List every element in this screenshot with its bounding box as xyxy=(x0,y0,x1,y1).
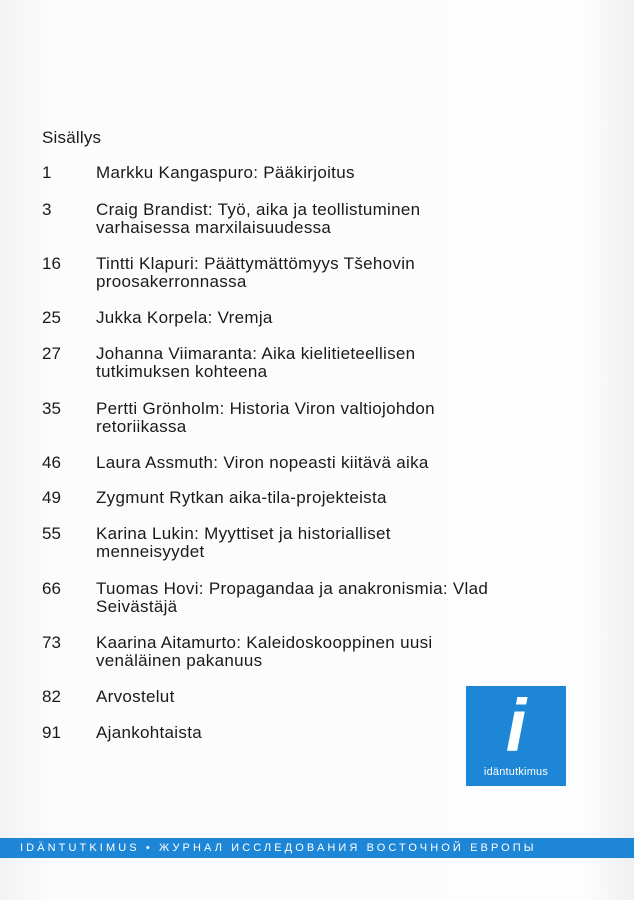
toc-title xyxy=(96,688,516,706)
toc-page-number: 16 xyxy=(42,254,61,273)
toc-title xyxy=(96,580,566,616)
toc-title xyxy=(96,255,516,291)
toc-title-line: Kaarina Aitamurto: Kaleidoskooppinen uusi xyxy=(96,633,433,652)
toc-title xyxy=(96,201,516,237)
toc-title xyxy=(96,634,516,670)
toc-title-line: Johanna Viimaranta: Aika kielitieteellisen xyxy=(96,344,416,363)
toc-title-line: Tuomas Hovi: Propagandaa ja anakronismia: Vlad xyxy=(96,579,489,598)
toc-page-number: 1 xyxy=(42,163,52,182)
toc-title xyxy=(96,309,516,327)
toc-title-line: retoriikassa xyxy=(96,417,187,436)
toc-title-line: menneisyydet xyxy=(96,542,205,561)
logo-letter-i: i xyxy=(505,684,527,767)
toc-title-line: Jukka Korpela: Vremja xyxy=(96,308,273,327)
logo-caption: idäntutkimus xyxy=(483,766,549,778)
toc-title-line: varhaisessa marxilaisuudessa xyxy=(96,218,332,237)
toc-page-number: 55 xyxy=(42,524,61,543)
toc-title-line: Zygmunt Rytkan aika-tila-projekteista xyxy=(96,488,387,507)
toc-page-number: 49 xyxy=(42,488,61,507)
toc-title-line: Laura Assmuth: Viron nopeasti kiitävä aika xyxy=(96,453,429,472)
toc-heading: Sisällys xyxy=(42,128,102,147)
toc-title xyxy=(96,489,516,507)
toc-title-line: Tintti Klapuri: Päättymättömyys Tšehovin xyxy=(96,254,416,273)
toc-title xyxy=(96,164,516,182)
toc-title xyxy=(96,525,516,561)
toc-page-number: 82 xyxy=(42,687,61,706)
toc-title xyxy=(96,345,516,381)
toc-page-number: 27 xyxy=(42,344,61,363)
toc-page-number: 25 xyxy=(42,308,61,327)
idantutkimus-logo xyxy=(466,686,566,786)
toc-title xyxy=(96,400,516,436)
toc-page-number: 73 xyxy=(42,633,61,652)
toc-title-line: tutkimuksen kohteena xyxy=(96,362,268,381)
toc-title-line: Markku Kangaspuro: Pääkirjoitus xyxy=(96,163,355,182)
toc-title-line: Pertti Grönholm: Historia Viron valtiojohdon xyxy=(96,399,435,418)
footer-band xyxy=(0,838,634,858)
footer-text: IDÄNTUTKIMUS • ЖУРНАЛ ИССЛЕДОВАНИЯ ВОСТОЧНОЙ ЕВРОПЫ xyxy=(20,842,537,854)
toc-page-number: 35 xyxy=(42,399,61,418)
toc-page-number: 91 xyxy=(42,723,61,742)
toc-page-number: 66 xyxy=(42,579,61,598)
toc-title xyxy=(96,724,516,742)
toc-title-line: Seivästäjä xyxy=(96,597,178,616)
toc-title xyxy=(96,454,516,472)
toc-title-line: Craig Brandist: Työ, aika ja teollistuminen xyxy=(96,200,421,219)
toc-title-line: venäläinen pakanuus xyxy=(96,651,263,670)
toc-title-line: Ajankohtaista xyxy=(96,723,202,742)
toc-title-line: Arvostelut xyxy=(96,687,175,706)
toc-page-number: 3 xyxy=(42,200,52,219)
toc-page-number: 46 xyxy=(42,453,61,472)
toc-title-line: Karina Lukin: Myyttiset ja historialliset xyxy=(96,524,391,543)
toc-title-line: proosakerronnassa xyxy=(96,272,247,291)
